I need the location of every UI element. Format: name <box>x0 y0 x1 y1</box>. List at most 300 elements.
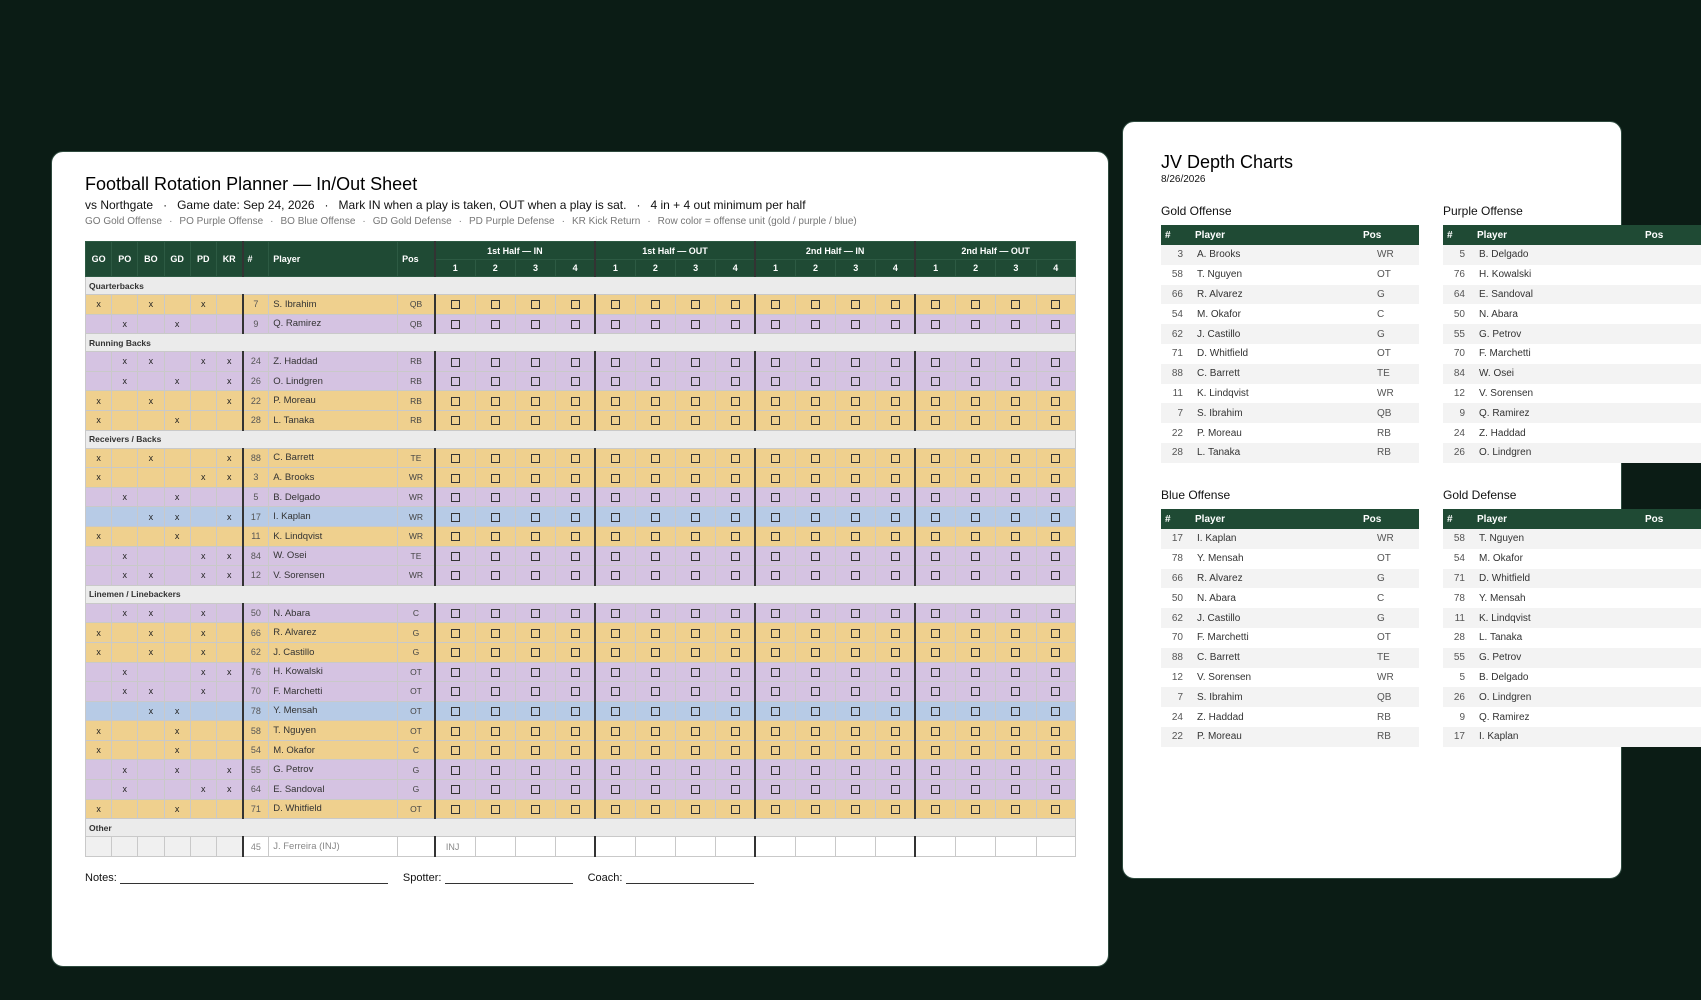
play-checkbox[interactable] <box>971 668 980 677</box>
play-checkbox[interactable] <box>811 609 820 618</box>
play-checkbox[interactable] <box>1011 397 1020 406</box>
play-checkbox[interactable] <box>571 474 580 483</box>
notes-line[interactable] <box>120 874 388 884</box>
play-checkbox[interactable] <box>731 707 740 716</box>
spotter-line[interactable] <box>445 874 573 884</box>
play-checkbox[interactable] <box>1011 629 1020 638</box>
play-checkbox[interactable] <box>931 668 940 677</box>
play-checkbox[interactable] <box>811 785 820 794</box>
play-checkbox[interactable] <box>771 707 780 716</box>
play-checkbox[interactable] <box>571 668 580 677</box>
play-checkbox[interactable] <box>611 454 620 463</box>
play-checkbox[interactable] <box>851 766 860 775</box>
play-checkbox[interactable] <box>971 300 980 309</box>
play-checkbox[interactable] <box>611 609 620 618</box>
play-checkbox[interactable] <box>931 785 940 794</box>
play-checkbox[interactable] <box>771 532 780 541</box>
play-checkbox[interactable] <box>571 571 580 580</box>
play-checkbox[interactable] <box>451 454 460 463</box>
play-checkbox[interactable] <box>451 746 460 755</box>
play-checkbox[interactable] <box>771 416 780 425</box>
play-checkbox[interactable] <box>531 805 540 814</box>
play-checkbox[interactable] <box>1051 571 1060 580</box>
play-checkbox[interactable] <box>611 805 620 814</box>
play-checkbox[interactable] <box>491 416 500 425</box>
play-checkbox[interactable] <box>491 513 500 522</box>
play-checkbox[interactable] <box>691 687 700 696</box>
play-checkbox[interactable] <box>931 805 940 814</box>
play-checkbox[interactable] <box>731 785 740 794</box>
play-checkbox[interactable] <box>491 300 500 309</box>
play-checkbox[interactable] <box>571 416 580 425</box>
play-checkbox[interactable] <box>571 766 580 775</box>
play-checkbox[interactable] <box>491 668 500 677</box>
play-checkbox[interactable] <box>851 668 860 677</box>
play-checkbox[interactable] <box>451 320 460 329</box>
play-checkbox[interactable] <box>491 785 500 794</box>
play-checkbox[interactable] <box>931 454 940 463</box>
play-checkbox[interactable] <box>451 648 460 657</box>
play-checkbox[interactable] <box>771 552 780 561</box>
play-checkbox[interactable] <box>571 609 580 618</box>
play-checkbox[interactable] <box>811 687 820 696</box>
play-checkbox[interactable] <box>571 532 580 541</box>
play-checkbox[interactable] <box>971 532 980 541</box>
play-checkbox[interactable] <box>491 397 500 406</box>
play-checkbox[interactable] <box>931 358 940 367</box>
play-checkbox[interactable] <box>491 474 500 483</box>
play-checkbox[interactable] <box>691 513 700 522</box>
play-checkbox[interactable] <box>451 358 460 367</box>
play-checkbox[interactable] <box>1051 300 1060 309</box>
play-checkbox[interactable] <box>571 320 580 329</box>
play-checkbox[interactable] <box>1051 513 1060 522</box>
play-checkbox[interactable] <box>1051 727 1060 736</box>
play-checkbox[interactable] <box>811 629 820 638</box>
play-checkbox[interactable] <box>1051 454 1060 463</box>
play-checkbox[interactable] <box>851 609 860 618</box>
play-checkbox[interactable] <box>771 513 780 522</box>
play-checkbox[interactable] <box>571 377 580 386</box>
play-checkbox[interactable] <box>851 746 860 755</box>
play-checkbox[interactable] <box>491 571 500 580</box>
play-checkbox[interactable] <box>971 609 980 618</box>
play-checkbox[interactable] <box>811 571 820 580</box>
play-checkbox[interactable] <box>731 552 740 561</box>
play-checkbox[interactable] <box>971 648 980 657</box>
play-checkbox[interactable] <box>851 727 860 736</box>
play-checkbox[interactable] <box>531 300 540 309</box>
play-checkbox[interactable] <box>491 648 500 657</box>
play-checkbox[interactable] <box>531 513 540 522</box>
play-checkbox[interactable] <box>771 571 780 580</box>
play-checkbox[interactable] <box>891 474 900 483</box>
play-checkbox[interactable] <box>1051 532 1060 541</box>
play-checkbox[interactable] <box>731 416 740 425</box>
play-checkbox[interactable] <box>451 687 460 696</box>
play-checkbox[interactable] <box>971 454 980 463</box>
play-checkbox[interactable] <box>691 707 700 716</box>
play-checkbox[interactable] <box>771 454 780 463</box>
play-checkbox[interactable] <box>771 377 780 386</box>
play-checkbox[interactable] <box>491 532 500 541</box>
play-checkbox[interactable] <box>1011 609 1020 618</box>
play-checkbox[interactable] <box>491 727 500 736</box>
play-checkbox[interactable] <box>571 513 580 522</box>
play-checkbox[interactable] <box>971 687 980 696</box>
play-checkbox[interactable] <box>451 513 460 522</box>
play-checkbox[interactable] <box>731 687 740 696</box>
play-checkbox[interactable] <box>651 454 660 463</box>
play-checkbox[interactable] <box>691 358 700 367</box>
play-checkbox[interactable] <box>451 571 460 580</box>
play-checkbox[interactable] <box>771 648 780 657</box>
play-checkbox[interactable] <box>811 648 820 657</box>
play-checkbox[interactable] <box>651 532 660 541</box>
play-checkbox[interactable] <box>731 320 740 329</box>
play-checkbox[interactable] <box>651 629 660 638</box>
play-checkbox[interactable] <box>851 397 860 406</box>
play-checkbox[interactable] <box>651 300 660 309</box>
play-checkbox[interactable] <box>891 454 900 463</box>
play-checkbox[interactable] <box>491 707 500 716</box>
play-checkbox[interactable] <box>811 727 820 736</box>
play-checkbox[interactable] <box>531 687 540 696</box>
play-checkbox[interactable] <box>491 687 500 696</box>
play-checkbox[interactable] <box>451 377 460 386</box>
play-checkbox[interactable] <box>491 377 500 386</box>
play-checkbox[interactable] <box>891 397 900 406</box>
play-checkbox[interactable] <box>691 397 700 406</box>
play-checkbox[interactable] <box>1011 493 1020 502</box>
play-checkbox[interactable] <box>1051 416 1060 425</box>
play-checkbox[interactable] <box>1011 746 1020 755</box>
play-checkbox[interactable] <box>811 805 820 814</box>
play-checkbox[interactable] <box>531 727 540 736</box>
play-checkbox[interactable] <box>451 707 460 716</box>
play-checkbox[interactable] <box>651 552 660 561</box>
play-checkbox[interactable] <box>851 416 860 425</box>
play-checkbox[interactable] <box>1051 609 1060 618</box>
play-checkbox[interactable] <box>1011 532 1020 541</box>
play-checkbox[interactable] <box>611 785 620 794</box>
play-checkbox[interactable] <box>971 320 980 329</box>
play-checkbox[interactable] <box>971 377 980 386</box>
play-checkbox[interactable] <box>811 397 820 406</box>
play-checkbox[interactable] <box>971 552 980 561</box>
play-checkbox[interactable] <box>1011 805 1020 814</box>
play-checkbox[interactable] <box>491 805 500 814</box>
play-checkbox[interactable] <box>651 785 660 794</box>
play-checkbox[interactable] <box>891 320 900 329</box>
play-checkbox[interactable] <box>731 766 740 775</box>
play-checkbox[interactable] <box>1051 766 1060 775</box>
play-checkbox[interactable] <box>931 766 940 775</box>
play-checkbox[interactable] <box>691 320 700 329</box>
play-checkbox[interactable] <box>651 571 660 580</box>
play-checkbox[interactable] <box>1051 687 1060 696</box>
play-checkbox[interactable] <box>571 707 580 716</box>
play-checkbox[interactable] <box>611 377 620 386</box>
play-checkbox[interactable] <box>731 397 740 406</box>
play-checkbox[interactable] <box>971 358 980 367</box>
play-checkbox[interactable] <box>891 532 900 541</box>
play-checkbox[interactable] <box>531 454 540 463</box>
play-checkbox[interactable] <box>891 300 900 309</box>
play-checkbox[interactable] <box>731 629 740 638</box>
play-checkbox[interactable] <box>851 552 860 561</box>
play-checkbox[interactable] <box>691 552 700 561</box>
play-checkbox[interactable] <box>811 416 820 425</box>
play-checkbox[interactable] <box>851 648 860 657</box>
play-checkbox[interactable] <box>611 474 620 483</box>
play-checkbox[interactable] <box>891 746 900 755</box>
play-checkbox[interactable] <box>731 668 740 677</box>
play-checkbox[interactable] <box>451 552 460 561</box>
play-checkbox[interactable] <box>451 668 460 677</box>
play-checkbox[interactable] <box>571 648 580 657</box>
play-checkbox[interactable] <box>611 727 620 736</box>
play-checkbox[interactable] <box>731 493 740 502</box>
play-checkbox[interactable] <box>611 746 620 755</box>
play-checkbox[interactable] <box>931 609 940 618</box>
play-checkbox[interactable] <box>931 629 940 638</box>
play-checkbox[interactable] <box>1011 707 1020 716</box>
play-checkbox[interactable] <box>531 532 540 541</box>
play-checkbox[interactable] <box>691 454 700 463</box>
play-checkbox[interactable] <box>611 552 620 561</box>
play-checkbox[interactable] <box>971 707 980 716</box>
play-checkbox[interactable] <box>691 493 700 502</box>
play-checkbox[interactable] <box>451 532 460 541</box>
play-checkbox[interactable] <box>771 805 780 814</box>
play-checkbox[interactable] <box>971 397 980 406</box>
play-checkbox[interactable] <box>931 552 940 561</box>
play-checkbox[interactable] <box>1011 687 1020 696</box>
play-checkbox[interactable] <box>891 358 900 367</box>
play-checkbox[interactable] <box>1051 493 1060 502</box>
play-checkbox[interactable] <box>651 648 660 657</box>
play-checkbox[interactable] <box>571 552 580 561</box>
play-checkbox[interactable] <box>651 416 660 425</box>
play-checkbox[interactable] <box>971 416 980 425</box>
play-checkbox[interactable] <box>571 727 580 736</box>
play-checkbox[interactable] <box>851 629 860 638</box>
play-checkbox[interactable] <box>811 707 820 716</box>
play-checkbox[interactable] <box>851 805 860 814</box>
play-checkbox[interactable] <box>611 397 620 406</box>
play-checkbox[interactable] <box>531 785 540 794</box>
play-checkbox[interactable] <box>451 493 460 502</box>
play-checkbox[interactable] <box>451 727 460 736</box>
play-checkbox[interactable] <box>1051 358 1060 367</box>
play-checkbox[interactable] <box>771 320 780 329</box>
play-checkbox[interactable] <box>531 358 540 367</box>
play-checkbox[interactable] <box>771 300 780 309</box>
play-checkbox[interactable] <box>971 474 980 483</box>
play-checkbox[interactable] <box>1051 629 1060 638</box>
play-checkbox[interactable] <box>531 474 540 483</box>
play-checkbox[interactable] <box>931 532 940 541</box>
play-checkbox[interactable] <box>571 629 580 638</box>
play-checkbox[interactable] <box>771 358 780 367</box>
play-checkbox[interactable] <box>851 513 860 522</box>
play-checkbox[interactable] <box>931 513 940 522</box>
play-checkbox[interactable] <box>851 532 860 541</box>
play-checkbox[interactable] <box>811 474 820 483</box>
play-checkbox[interactable] <box>931 727 940 736</box>
play-checkbox[interactable] <box>731 532 740 541</box>
play-checkbox[interactable] <box>531 648 540 657</box>
play-checkbox[interactable] <box>571 358 580 367</box>
play-checkbox[interactable] <box>531 609 540 618</box>
play-checkbox[interactable] <box>571 397 580 406</box>
play-checkbox[interactable] <box>651 766 660 775</box>
play-checkbox[interactable] <box>651 687 660 696</box>
play-checkbox[interactable] <box>611 629 620 638</box>
play-checkbox[interactable] <box>691 609 700 618</box>
play-checkbox[interactable] <box>771 629 780 638</box>
play-checkbox[interactable] <box>491 552 500 561</box>
play-checkbox[interactable] <box>651 746 660 755</box>
play-checkbox[interactable] <box>611 766 620 775</box>
play-checkbox[interactable] <box>691 766 700 775</box>
play-checkbox[interactable] <box>691 571 700 580</box>
play-checkbox[interactable] <box>571 300 580 309</box>
play-checkbox[interactable] <box>731 727 740 736</box>
play-checkbox[interactable] <box>1011 571 1020 580</box>
play-checkbox[interactable] <box>931 320 940 329</box>
play-checkbox[interactable] <box>891 571 900 580</box>
play-checkbox[interactable] <box>451 609 460 618</box>
play-checkbox[interactable] <box>491 358 500 367</box>
play-checkbox[interactable] <box>611 493 620 502</box>
play-checkbox[interactable] <box>491 493 500 502</box>
play-checkbox[interactable] <box>971 766 980 775</box>
play-checkbox[interactable] <box>971 571 980 580</box>
play-checkbox[interactable] <box>771 474 780 483</box>
play-checkbox[interactable] <box>891 805 900 814</box>
play-checkbox[interactable] <box>891 648 900 657</box>
play-checkbox[interactable] <box>451 805 460 814</box>
play-checkbox[interactable] <box>1011 552 1020 561</box>
play-checkbox[interactable] <box>611 513 620 522</box>
play-checkbox[interactable] <box>1011 454 1020 463</box>
play-checkbox[interactable] <box>851 785 860 794</box>
play-checkbox[interactable] <box>1051 805 1060 814</box>
play-checkbox[interactable] <box>531 552 540 561</box>
play-checkbox[interactable] <box>451 629 460 638</box>
play-checkbox[interactable] <box>691 746 700 755</box>
play-checkbox[interactable] <box>891 766 900 775</box>
play-checkbox[interactable] <box>651 707 660 716</box>
play-checkbox[interactable] <box>891 629 900 638</box>
play-checkbox[interactable] <box>771 493 780 502</box>
play-checkbox[interactable] <box>771 687 780 696</box>
play-checkbox[interactable] <box>811 493 820 502</box>
play-checkbox[interactable] <box>731 571 740 580</box>
play-checkbox[interactable] <box>731 300 740 309</box>
play-checkbox[interactable] <box>1011 358 1020 367</box>
play-checkbox[interactable] <box>611 320 620 329</box>
play-checkbox[interactable] <box>611 358 620 367</box>
play-checkbox[interactable] <box>1011 727 1020 736</box>
play-checkbox[interactable] <box>1011 668 1020 677</box>
play-checkbox[interactable] <box>1051 668 1060 677</box>
play-checkbox[interactable] <box>531 746 540 755</box>
play-checkbox[interactable] <box>491 629 500 638</box>
play-checkbox[interactable] <box>891 668 900 677</box>
play-checkbox[interactable] <box>811 668 820 677</box>
play-checkbox[interactable] <box>491 746 500 755</box>
play-checkbox[interactable] <box>971 493 980 502</box>
play-checkbox[interactable] <box>811 766 820 775</box>
play-checkbox[interactable] <box>491 320 500 329</box>
play-checkbox[interactable] <box>931 416 940 425</box>
play-checkbox[interactable] <box>611 532 620 541</box>
play-checkbox[interactable] <box>1051 320 1060 329</box>
play-checkbox[interactable] <box>811 552 820 561</box>
play-checkbox[interactable] <box>651 377 660 386</box>
play-checkbox[interactable] <box>811 320 820 329</box>
play-checkbox[interactable] <box>691 668 700 677</box>
play-checkbox[interactable] <box>731 513 740 522</box>
play-checkbox[interactable] <box>571 687 580 696</box>
play-checkbox[interactable] <box>491 454 500 463</box>
play-checkbox[interactable] <box>651 397 660 406</box>
play-checkbox[interactable] <box>931 474 940 483</box>
play-checkbox[interactable] <box>731 377 740 386</box>
play-checkbox[interactable] <box>931 687 940 696</box>
play-checkbox[interactable] <box>651 493 660 502</box>
play-checkbox[interactable] <box>851 493 860 502</box>
play-checkbox[interactable] <box>971 805 980 814</box>
play-checkbox[interactable] <box>971 746 980 755</box>
play-checkbox[interactable] <box>851 454 860 463</box>
play-checkbox[interactable] <box>811 454 820 463</box>
play-checkbox[interactable] <box>451 397 460 406</box>
play-checkbox[interactable] <box>931 648 940 657</box>
play-checkbox[interactable] <box>691 416 700 425</box>
play-checkbox[interactable] <box>1051 707 1060 716</box>
play-checkbox[interactable] <box>1011 300 1020 309</box>
play-checkbox[interactable] <box>1011 785 1020 794</box>
play-checkbox[interactable] <box>851 320 860 329</box>
play-checkbox[interactable] <box>851 571 860 580</box>
play-checkbox[interactable] <box>611 571 620 580</box>
play-checkbox[interactable] <box>451 300 460 309</box>
play-checkbox[interactable] <box>1011 377 1020 386</box>
play-checkbox[interactable] <box>931 746 940 755</box>
play-checkbox[interactable] <box>651 320 660 329</box>
play-checkbox[interactable] <box>891 609 900 618</box>
play-checkbox[interactable] <box>851 300 860 309</box>
play-checkbox[interactable] <box>531 707 540 716</box>
play-checkbox[interactable] <box>891 727 900 736</box>
play-checkbox[interactable] <box>1011 648 1020 657</box>
play-checkbox[interactable] <box>1051 648 1060 657</box>
play-checkbox[interactable] <box>851 474 860 483</box>
play-checkbox[interactable] <box>491 609 500 618</box>
play-checkbox[interactable] <box>771 785 780 794</box>
play-checkbox[interactable] <box>531 668 540 677</box>
play-checkbox[interactable] <box>611 668 620 677</box>
play-checkbox[interactable] <box>811 513 820 522</box>
play-checkbox[interactable] <box>731 358 740 367</box>
play-checkbox[interactable] <box>611 300 620 309</box>
play-checkbox[interactable] <box>891 416 900 425</box>
play-checkbox[interactable] <box>891 687 900 696</box>
